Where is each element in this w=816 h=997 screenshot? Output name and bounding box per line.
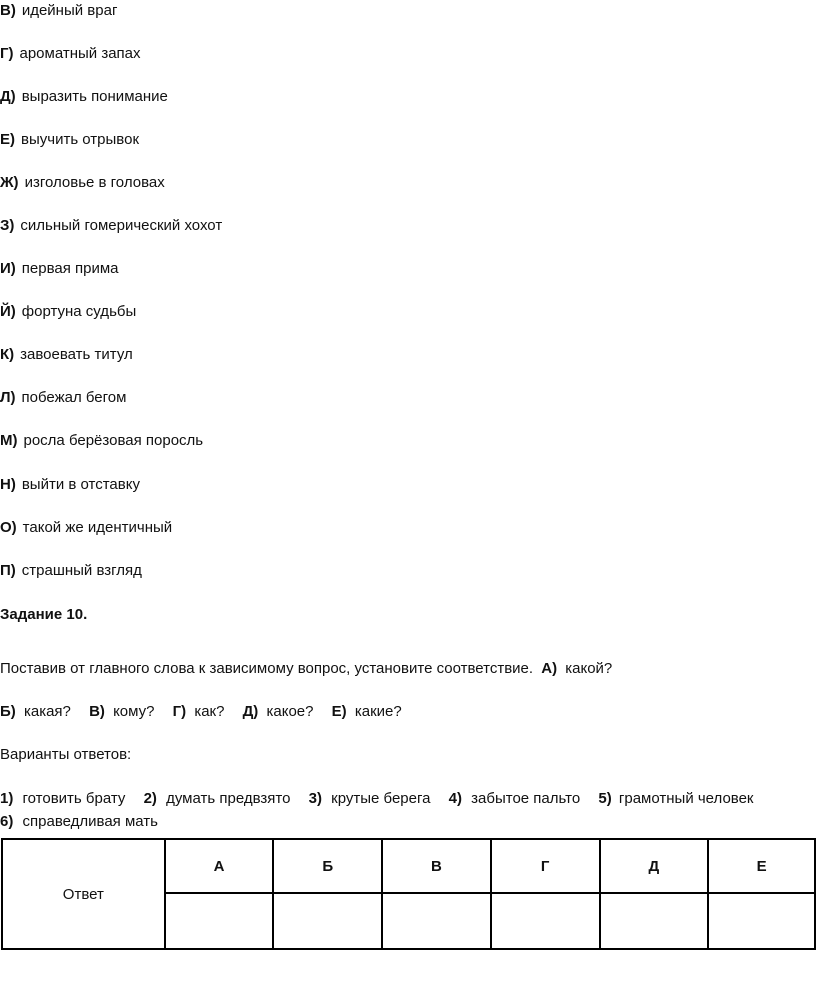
answer-cell-a[interactable] xyxy=(165,893,274,949)
option-text: крутые берега xyxy=(331,790,431,807)
item-letter: Й) xyxy=(0,303,16,320)
answer-column-header: В xyxy=(382,839,491,893)
option-number: 2) xyxy=(143,790,157,807)
option-text: справедливая мать xyxy=(22,813,158,830)
item-z xyxy=(0,217,222,234)
item-letter: О) xyxy=(0,519,17,536)
item-p xyxy=(0,562,142,579)
item-text: ароматный запах xyxy=(19,45,141,62)
option-number: 6) xyxy=(0,813,14,830)
item-i xyxy=(0,260,119,277)
answer-column-header: Е xyxy=(708,839,815,893)
task-title: Задание 10. xyxy=(0,606,88,623)
question-text: как? xyxy=(194,703,225,720)
answer-cell-e[interactable] xyxy=(708,893,815,949)
item-text: выйти в отставку xyxy=(21,476,140,493)
item-v xyxy=(0,2,117,19)
item-letter: Ж) xyxy=(0,174,19,191)
item-k xyxy=(0,346,133,363)
answer-cell-d[interactable] xyxy=(600,893,709,949)
question-text: какие? xyxy=(354,703,402,720)
item-e xyxy=(0,131,139,148)
option-number: 5) xyxy=(598,790,612,807)
item-text: сильный гомерический хохот xyxy=(20,217,223,234)
answer-column-header: А xyxy=(165,839,274,893)
question-letter: Б) xyxy=(0,703,16,720)
answer-table xyxy=(1,838,816,950)
item-letter: З) xyxy=(0,217,15,234)
item-letter: Д) xyxy=(0,88,16,105)
item-text: выразить понимание xyxy=(21,88,168,105)
option-text: грамотный человек xyxy=(618,790,754,807)
item-text: первая прима xyxy=(21,260,119,277)
answer-header-row xyxy=(2,839,815,893)
item-text: фортуна судьбы xyxy=(21,303,137,320)
question-letter: Д) xyxy=(242,703,259,720)
option-text: готовить брату xyxy=(22,790,126,807)
question-text: какая? xyxy=(23,703,71,720)
option-text: думать предвзято xyxy=(166,790,291,807)
answer-label: Ответ xyxy=(2,839,165,949)
answer-column-header: Г xyxy=(491,839,600,893)
item-letter: Л) xyxy=(0,389,16,406)
item-text: такой же идентичный xyxy=(22,519,173,536)
item-text: страшный взгляд xyxy=(21,562,142,579)
item-l xyxy=(0,389,126,406)
item-letter: Г) xyxy=(0,45,14,62)
item-letter: И) xyxy=(0,260,16,277)
item-zh xyxy=(0,174,165,191)
answer-cell-g[interactable] xyxy=(491,893,600,949)
item-letter: М) xyxy=(0,432,18,449)
options-line xyxy=(0,790,754,807)
item-letter: К) xyxy=(0,346,15,363)
answer-column-header: Д xyxy=(600,839,709,893)
option-number: 1) xyxy=(0,790,14,807)
question-text: какой? xyxy=(565,660,613,677)
answer-cell-v[interactable] xyxy=(382,893,491,949)
option-text: забытое пальто xyxy=(471,790,581,807)
question-text: кому? xyxy=(113,703,155,720)
item-letter: В) xyxy=(0,2,16,19)
item-ik xyxy=(0,303,136,320)
answer-cell-b[interactable] xyxy=(273,893,382,949)
item-text: изголовье в головах xyxy=(24,174,165,191)
item-text: выучить отрывок xyxy=(21,131,140,148)
option-number: 4) xyxy=(448,790,462,807)
options-title: Варианты ответов: xyxy=(0,746,132,763)
task-instruction: Поставив от главного слова к зависимому вопрос, установите соответствие. xyxy=(0,660,534,677)
item-text: идейный враг xyxy=(21,2,118,19)
item-text: завоевать титул xyxy=(20,346,133,363)
question-letter: Е) xyxy=(331,703,347,720)
question-letter: Г) xyxy=(172,703,187,720)
item-d xyxy=(0,88,168,105)
question-text: какое? xyxy=(266,703,314,720)
options-line-2 xyxy=(0,813,158,830)
question-letter: В) xyxy=(89,703,105,720)
answer-column-header: Б xyxy=(273,839,382,893)
item-n xyxy=(0,476,140,493)
task-instruction-line xyxy=(0,660,612,677)
question-letter: А) xyxy=(541,660,558,677)
questions-line xyxy=(0,703,402,720)
item-text: побежал бегом xyxy=(21,389,127,406)
item-g xyxy=(0,45,141,62)
option-number: 3) xyxy=(308,790,322,807)
item-o xyxy=(0,519,172,536)
item-m xyxy=(0,432,203,449)
item-letter: Е) xyxy=(0,131,15,148)
item-letter: П) xyxy=(0,562,16,579)
item-text: росла берёзовая поросль xyxy=(23,432,204,449)
item-letter: Н) xyxy=(0,476,16,493)
